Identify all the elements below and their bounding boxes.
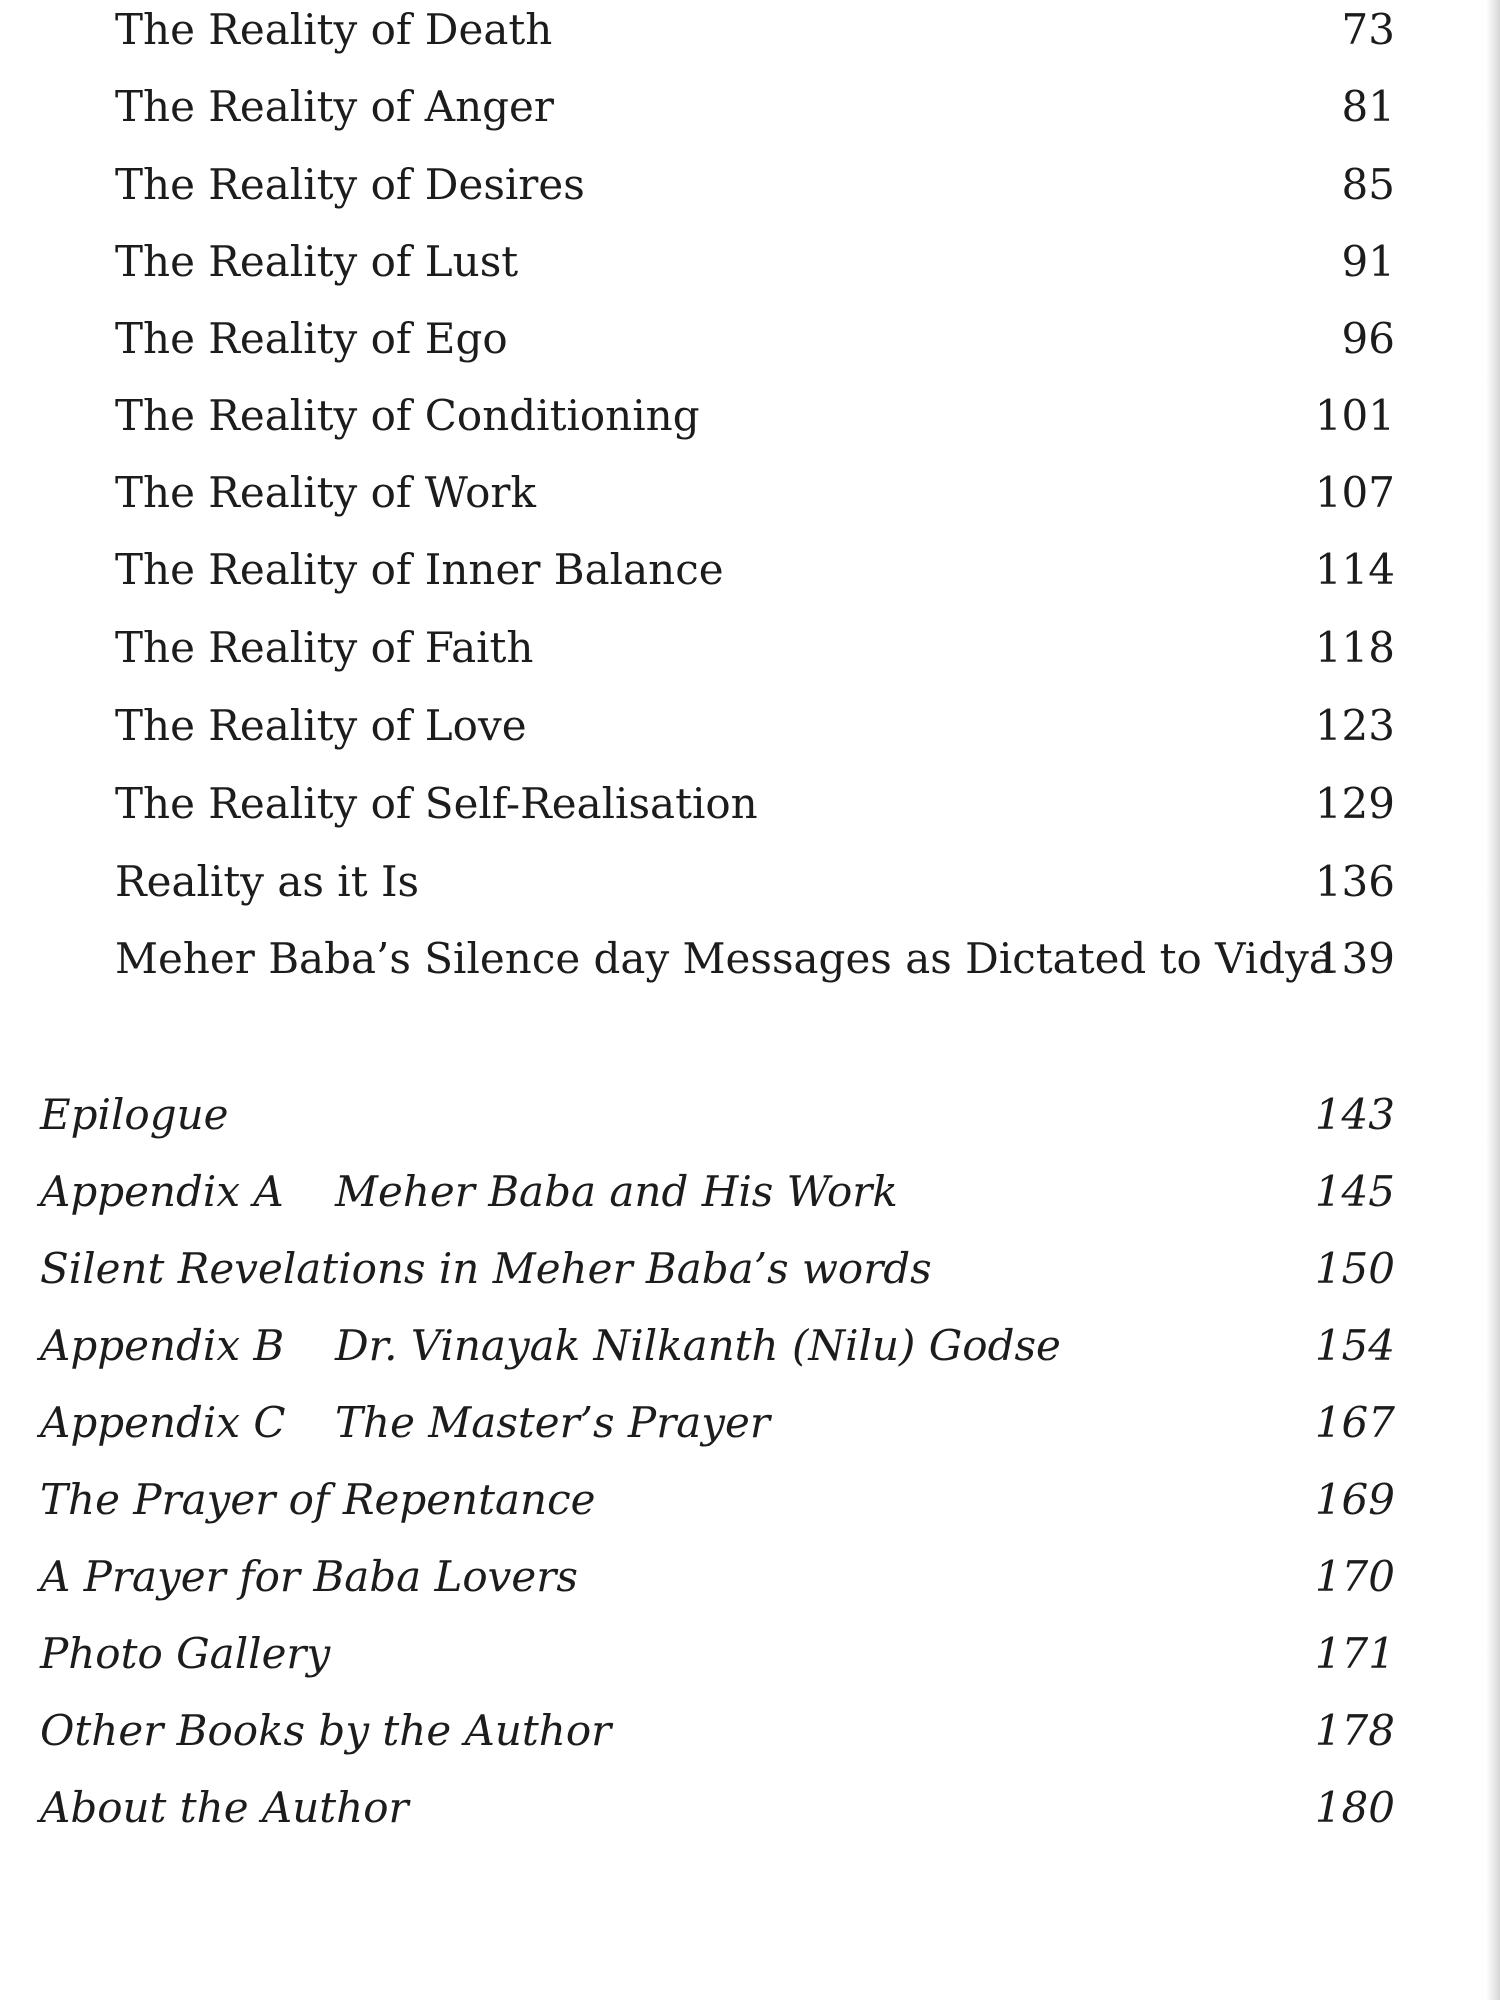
toc-back-label: Other Books by the Author <box>40 1706 612 1755</box>
toc-entry-title: The Reality of Desires <box>115 160 585 209</box>
toc-back-subtitle: Meher Baba and His Work <box>335 1167 898 1216</box>
toc-back-entry <box>40 1085 1395 1145</box>
toc-entry-title: The Reality of Ego <box>115 314 508 363</box>
toc-entry-page: 114 <box>1314 545 1395 594</box>
toc-back-label: Appendix B <box>40 1321 285 1370</box>
toc-entry <box>115 696 1395 756</box>
toc-entry <box>115 618 1395 678</box>
toc-back-subtitle: The Master’s Prayer <box>335 1398 770 1447</box>
toc-entry <box>115 852 1395 912</box>
toc-back-entry <box>40 1393 1395 1453</box>
toc-entry-title: The Reality of Death <box>115 5 553 54</box>
toc-entry <box>115 929 1395 989</box>
toc-back-label: Photo Gallery <box>40 1629 331 1678</box>
toc-entry-title: The Reality of Conditioning <box>115 391 700 440</box>
toc-back-entry <box>40 1239 1395 1299</box>
toc-back-label: About the Author <box>40 1783 409 1832</box>
toc-entry-title: The Reality of Anger <box>115 82 554 131</box>
toc-back-label: Silent Revelations in Meher Baba’s words <box>40 1244 932 1293</box>
toc-back-page: 178 <box>1314 1706 1395 1755</box>
toc-entry-title: The Reality of Self-Realisation <box>115 779 758 828</box>
toc-entry <box>115 463 1395 523</box>
toc-entry-page: 136 <box>1314 857 1395 906</box>
toc-back-label: The Prayer of Repentance <box>40 1475 596 1524</box>
toc-back-page: 154 <box>1314 1321 1395 1370</box>
toc-entry-page: 139 <box>1314 934 1395 983</box>
toc-back-label: Appendix C <box>40 1398 286 1447</box>
toc-back-page: 150 <box>1314 1244 1395 1293</box>
toc-entry-title: The Reality of Faith <box>115 623 534 672</box>
toc-back-label: A Prayer for Baba Lovers <box>40 1552 578 1601</box>
toc-entry <box>115 232 1395 292</box>
toc-entry-title: The Reality of Inner Balance <box>115 545 724 594</box>
toc-entry <box>115 155 1395 215</box>
toc-entry-page: 91 <box>1341 237 1395 286</box>
toc-back-page: 170 <box>1314 1552 1395 1601</box>
toc-back-entry <box>40 1778 1395 1838</box>
toc-entry-page: 107 <box>1314 468 1395 517</box>
toc-back-subtitle: Dr. Vinayak Nilkanth (Nilu) Godse <box>335 1321 1061 1370</box>
toc-back-page: 143 <box>1314 1090 1395 1139</box>
toc-entry-title: Meher Baba’s Silence day Messages as Dictated to Vidya <box>115 934 1334 983</box>
toc-back-entry <box>40 1701 1395 1761</box>
toc-back-entry <box>40 1316 1395 1376</box>
toc-back-page: 167 <box>1314 1398 1395 1447</box>
toc-back-page: 145 <box>1314 1167 1395 1216</box>
toc-back-entry <box>40 1162 1395 1222</box>
toc-entry <box>115 309 1395 369</box>
toc-entry-title: The Reality of Work <box>115 468 536 517</box>
toc-entry-page: 96 <box>1341 314 1395 363</box>
toc-entry-page: 85 <box>1341 160 1395 209</box>
toc-back-page: 169 <box>1314 1475 1395 1524</box>
toc-entry-page: 129 <box>1314 779 1395 828</box>
toc-entry-title: The Reality of Love <box>115 701 527 750</box>
toc-entry <box>115 77 1395 137</box>
toc-entry-page: 101 <box>1314 391 1395 440</box>
toc-back-entry <box>40 1547 1395 1607</box>
page-edge <box>1486 0 1500 2000</box>
toc-entry-page: 81 <box>1341 82 1395 131</box>
toc-back-label: Epilogue <box>40 1090 229 1139</box>
toc-back-page: 171 <box>1314 1629 1395 1678</box>
toc-back-label: Appendix A <box>40 1167 284 1216</box>
toc-entry-page: 73 <box>1341 5 1395 54</box>
toc-entry <box>115 0 1395 60</box>
toc-back-entry <box>40 1624 1395 1684</box>
toc-entry <box>115 540 1395 600</box>
toc-back-entry <box>40 1470 1395 1530</box>
toc-back-page: 180 <box>1314 1783 1395 1832</box>
toc-entry-title: The Reality of Lust <box>115 237 519 286</box>
toc-entry-page: 123 <box>1314 701 1395 750</box>
toc-entry <box>115 774 1395 834</box>
toc-entry <box>115 386 1395 446</box>
toc-entry-page: 118 <box>1314 623 1395 672</box>
toc-entry-title: Reality as it Is <box>115 857 420 906</box>
